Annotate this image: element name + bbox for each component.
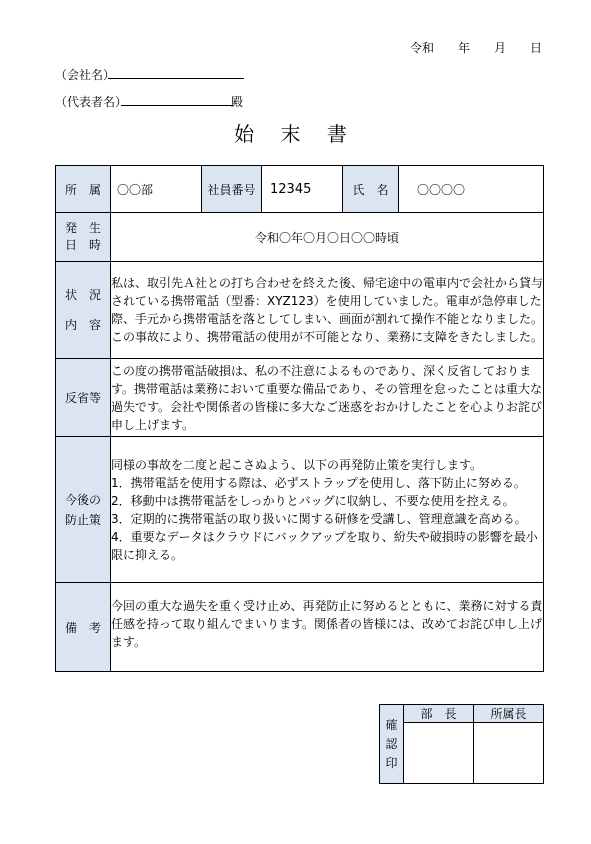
occurrence-label-line2: 日 時	[64, 238, 101, 252]
date-line: 令和 年 月 日	[410, 41, 543, 55]
approval-label	[380, 705, 404, 784]
prevention-label-line2: 防止策	[64, 512, 101, 527]
employee-no-value: 12345	[262, 166, 343, 213]
prevention-content	[111, 437, 544, 583]
document-title: 始 末 書	[234, 122, 357, 146]
prevention-item: 2．移動中は携帯電話をしっかりとバッグに収納し、不要な使用を控える。	[111, 493, 515, 508]
approval-stamp-box	[379, 704, 544, 784]
remarks-row	[56, 583, 544, 672]
name-value: 〇〇〇〇	[399, 166, 544, 213]
dept-value: 〇〇部	[111, 166, 202, 213]
reflection-text: この度の携帯電話破損は、私の不注意によるものであり、深く反省しております。携帯電話は業務において重要な備品であり、その管理を怠ったことは重大な過失です。会社や関係者の皆様に多大なご迷惑をおかけしたことを心よりお詫び申し上げます。	[111, 359, 544, 437]
remarks-label: 備 考	[56, 583, 111, 672]
representative-name-line	[121, 105, 233, 106]
approval-label-char: 確	[385, 717, 398, 732]
prevention-intro: 同様の事故を二度と起こさぬよう、以下の再発防止策を実行します。	[111, 457, 483, 472]
supervisor-stamp-cell[interactable]	[474, 723, 544, 784]
approval-col-supervisor: 所属長	[474, 705, 544, 723]
approval-label-char: 認	[385, 736, 398, 751]
representative-label: （代表者名）	[55, 95, 128, 109]
reflection-row	[56, 359, 544, 437]
occurrence-value: 令和〇年〇月〇日〇〇時頃	[111, 213, 544, 262]
occurrence-label	[56, 213, 111, 262]
info-row	[56, 166, 544, 213]
occurrence-row	[56, 213, 544, 262]
situation-label	[56, 262, 111, 359]
report-table	[55, 165, 544, 672]
prevention-label	[56, 437, 111, 583]
reflection-label: 反省等	[56, 359, 111, 437]
name-label: 氏 名	[343, 166, 399, 213]
company-name-line	[108, 78, 244, 79]
company-label: （会社名）	[55, 68, 116, 82]
prevention-item: 3．定期的に携帯電話の取り扱いに関する研修を受講し、管理意識を高める。	[111, 511, 527, 526]
manager-stamp-cell[interactable]	[404, 723, 474, 784]
situation-text: 私は、取引先Ａ社との打ち合わせを終えた後、帰宅途中の電車内で会社から貸与されている携帯電話（型番：XYZ123）を使用していました。電車が急停車した際、手元から携帯電話を落としてしまい、画面が割れて操作不能となりました。この事故により、携帯電話の使用が不可能となり、業務に支障をきたしました。	[111, 262, 544, 359]
prevention-item: 4．重要なデータはクラウドにバックアップを取り、紛失や破損時の影響を最小限に抑える。	[111, 529, 538, 562]
approval-col-manager: 部 長	[404, 705, 474, 723]
approval-label-char: 印	[385, 755, 398, 770]
occurrence-label-line1: 発 生	[64, 221, 101, 235]
prevention-label-line1: 今後の	[64, 492, 101, 507]
honorific: 殿	[231, 95, 244, 109]
employee-no-label: 社員番号	[202, 166, 262, 213]
prevention-row	[56, 437, 544, 583]
prevention-item: 1．携帯電話を使用する際は、必ずストラップを使用し、落下防止に努める。	[111, 475, 526, 490]
situation-label-line2: 内 容	[64, 318, 101, 332]
remarks-text: 今回の重大な過失を重く受け止め、再発防止に努めるとともに、業務に対する責任感を持って取り組んでまいります。関係者の皆様には、改めてお詫び申し上げます。	[111, 583, 544, 672]
situation-label-line1: 状 況	[64, 288, 101, 302]
dept-label: 所 属	[56, 166, 111, 213]
situation-row	[56, 262, 544, 359]
